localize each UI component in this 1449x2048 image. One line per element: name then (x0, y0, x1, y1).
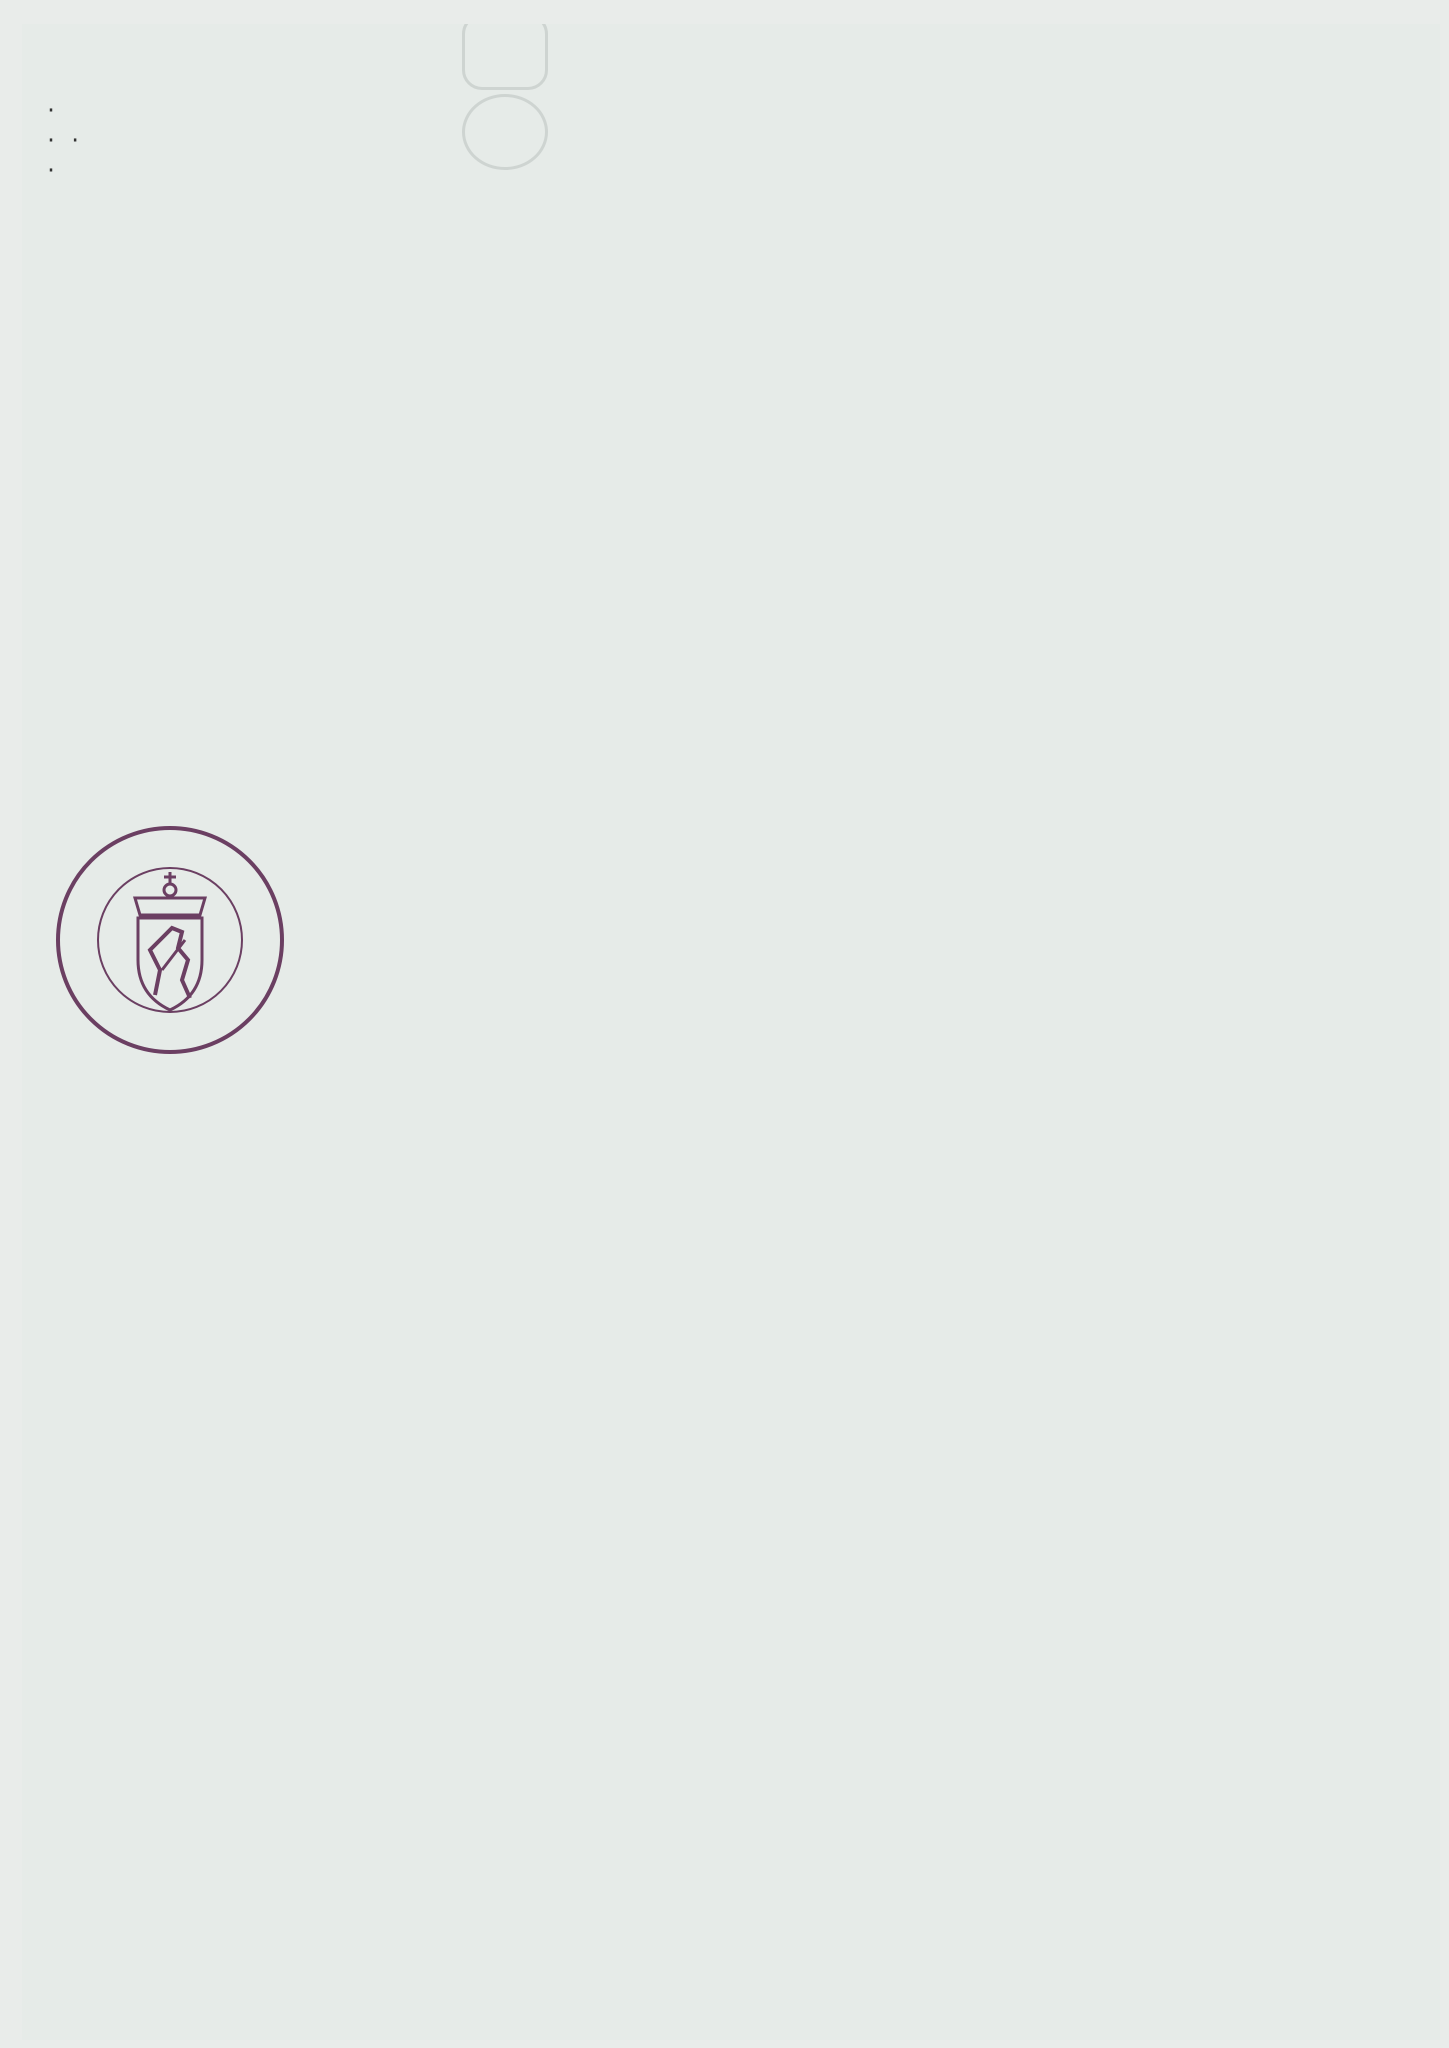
bleed-through-mark (462, 94, 548, 170)
margin-marks: · · · · (45, 98, 82, 182)
lion-coat-of-arms-icon (135, 872, 205, 1010)
bleed-through-mark (462, 24, 548, 90)
archive-stamp (50, 820, 290, 1060)
